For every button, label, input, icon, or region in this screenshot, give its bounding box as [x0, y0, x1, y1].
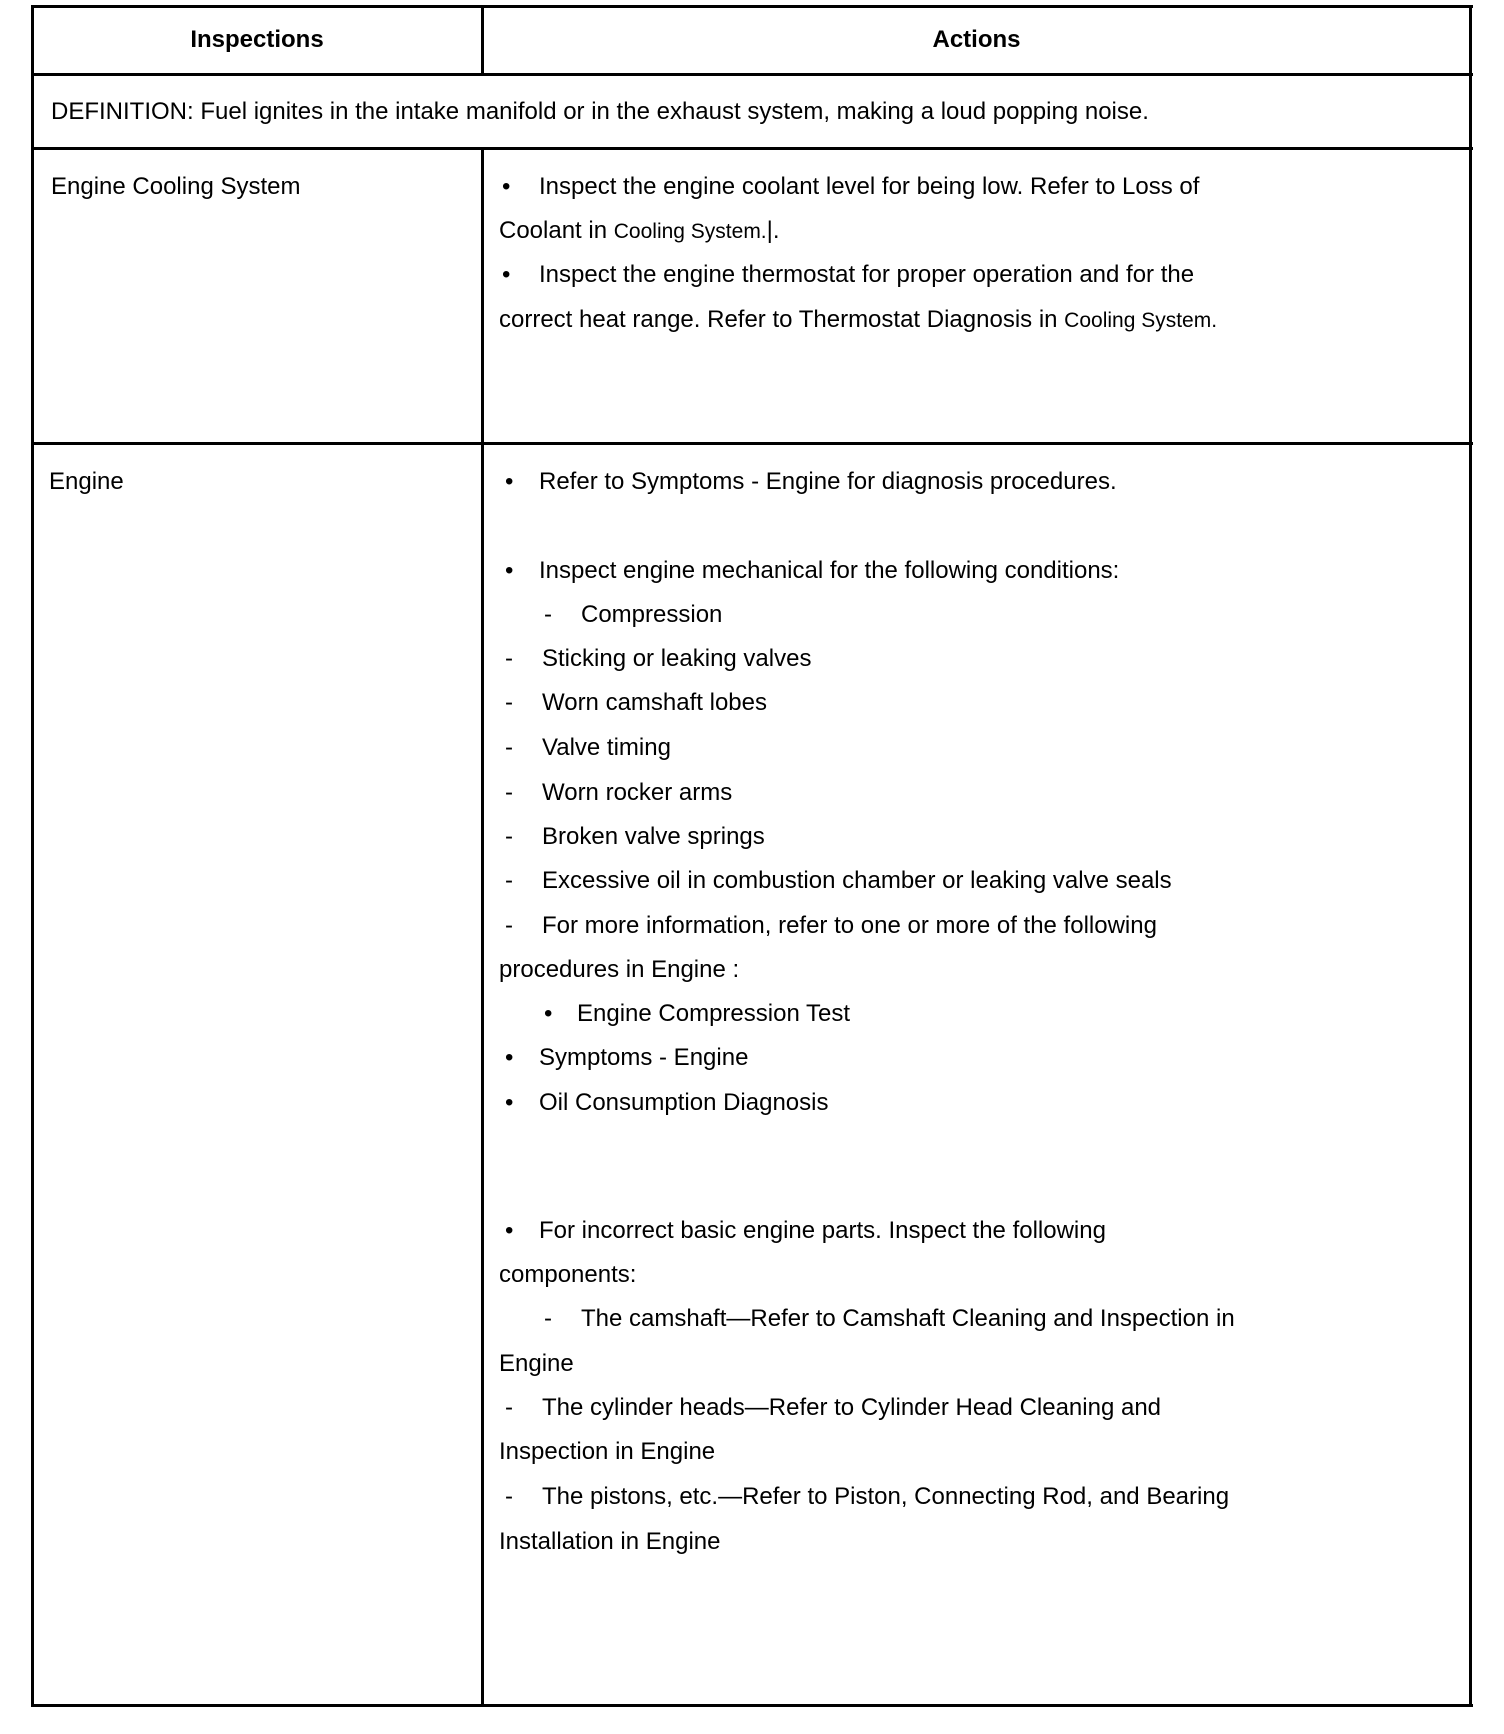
dash-marker: - — [505, 823, 513, 850]
column-divider-body — [481, 147, 484, 1707]
action-line — [499, 217, 780, 246]
table-border-top — [31, 5, 1473, 8]
action-line: The camshaft—Refer to Camshaft Cleaning and Inspection in — [581, 1305, 1235, 1332]
action-line: Worn camshaft lobes — [542, 689, 767, 716]
dash-marker: - — [505, 912, 513, 939]
bullet-marker: • — [505, 557, 514, 584]
action-text: correct heat range. Refer to Thermostat Diagnosis in — [499, 306, 1058, 333]
row-divider — [31, 442, 1473, 445]
action-line: Engine Compression Test — [577, 1000, 851, 1027]
dash-marker: - — [505, 867, 513, 894]
action-line: procedures in Engine : — [499, 956, 740, 983]
header-actions: Actions — [932, 26, 1021, 53]
action-line: Excessive oil in combustion chamber or leaking valve seals — [542, 867, 1172, 894]
bullet-marker: • — [502, 261, 511, 288]
bullet-marker: • — [505, 1217, 514, 1244]
cooling-system-reference: Cooling System. — [613, 220, 767, 243]
table-border-bottom — [31, 1704, 1473, 1707]
action-line: Sticking or leaking valves — [542, 645, 812, 672]
action-line: Compression — [581, 601, 723, 628]
definition-divider — [31, 147, 1473, 150]
dash-marker: - — [505, 779, 513, 806]
action-line: Inspect the engine thermostat for proper operation and for the — [539, 261, 1195, 288]
dash-marker: - — [544, 601, 552, 628]
action-line: The pistons, etc.—Refer to Piston, Connecting Rod, and Bearing — [542, 1483, 1230, 1510]
bullet-marker: • — [502, 173, 511, 200]
action-line: Engine — [499, 1350, 574, 1377]
dash-marker: - — [505, 1483, 513, 1510]
inspection-engine-cooling-system: Engine Cooling System — [51, 173, 301, 200]
bullet-marker: • — [505, 468, 514, 495]
action-line: Refer to Symptoms - Engine for diagnosis procedures. — [539, 468, 1117, 495]
dash-marker: - — [544, 1305, 552, 1332]
action-line: Inspect the engine coolant level for being low. Refer to Loss of — [539, 173, 1200, 200]
definition-text: DEFINITION: Fuel ignites in the intake manifold or in the exhaust system, making a loud popping noise. — [51, 98, 1149, 125]
bullet-marker: • — [505, 1089, 514, 1116]
table-border-left — [31, 5, 34, 1707]
action-line: Inspection in Engine — [499, 1438, 716, 1465]
bullet-marker: • — [544, 1000, 553, 1027]
action-line: Inspect engine mechanical for the following conditions: — [539, 557, 1120, 584]
dash-marker: - — [505, 689, 513, 716]
table-border-right — [1469, 5, 1472, 1707]
action-line: Worn rocker arms — [542, 779, 733, 806]
action-text: Coolant in — [499, 217, 608, 244]
action-line: Valve timing — [542, 734, 671, 761]
cooling-system-reference: Cooling System. — [1064, 309, 1218, 332]
action-line: For incorrect basic engine parts. Inspect the following — [539, 1217, 1106, 1244]
dash-marker: - — [505, 1394, 513, 1421]
action-line: Oil Consumption Diagnosis — [539, 1089, 829, 1116]
action-line: components: — [499, 1261, 637, 1288]
action-tail: |. — [766, 217, 780, 244]
action-line: Symptoms - Engine — [539, 1044, 749, 1071]
header-inspections: Inspections — [190, 26, 324, 53]
dash-marker: - — [505, 645, 513, 672]
inspection-engine: Engine — [49, 468, 124, 495]
action-line: The cylinder heads—Refer to Cylinder Head Cleaning and — [542, 1394, 1162, 1421]
dash-marker: - — [505, 734, 513, 761]
action-line: For more information, refer to one or more of the following — [542, 912, 1157, 939]
header-divider — [31, 73, 1473, 76]
action-line — [499, 306, 1217, 335]
bullet-marker: • — [505, 1044, 514, 1071]
action-line: Broken valve springs — [542, 823, 765, 850]
action-line: Installation in Engine — [499, 1528, 721, 1555]
